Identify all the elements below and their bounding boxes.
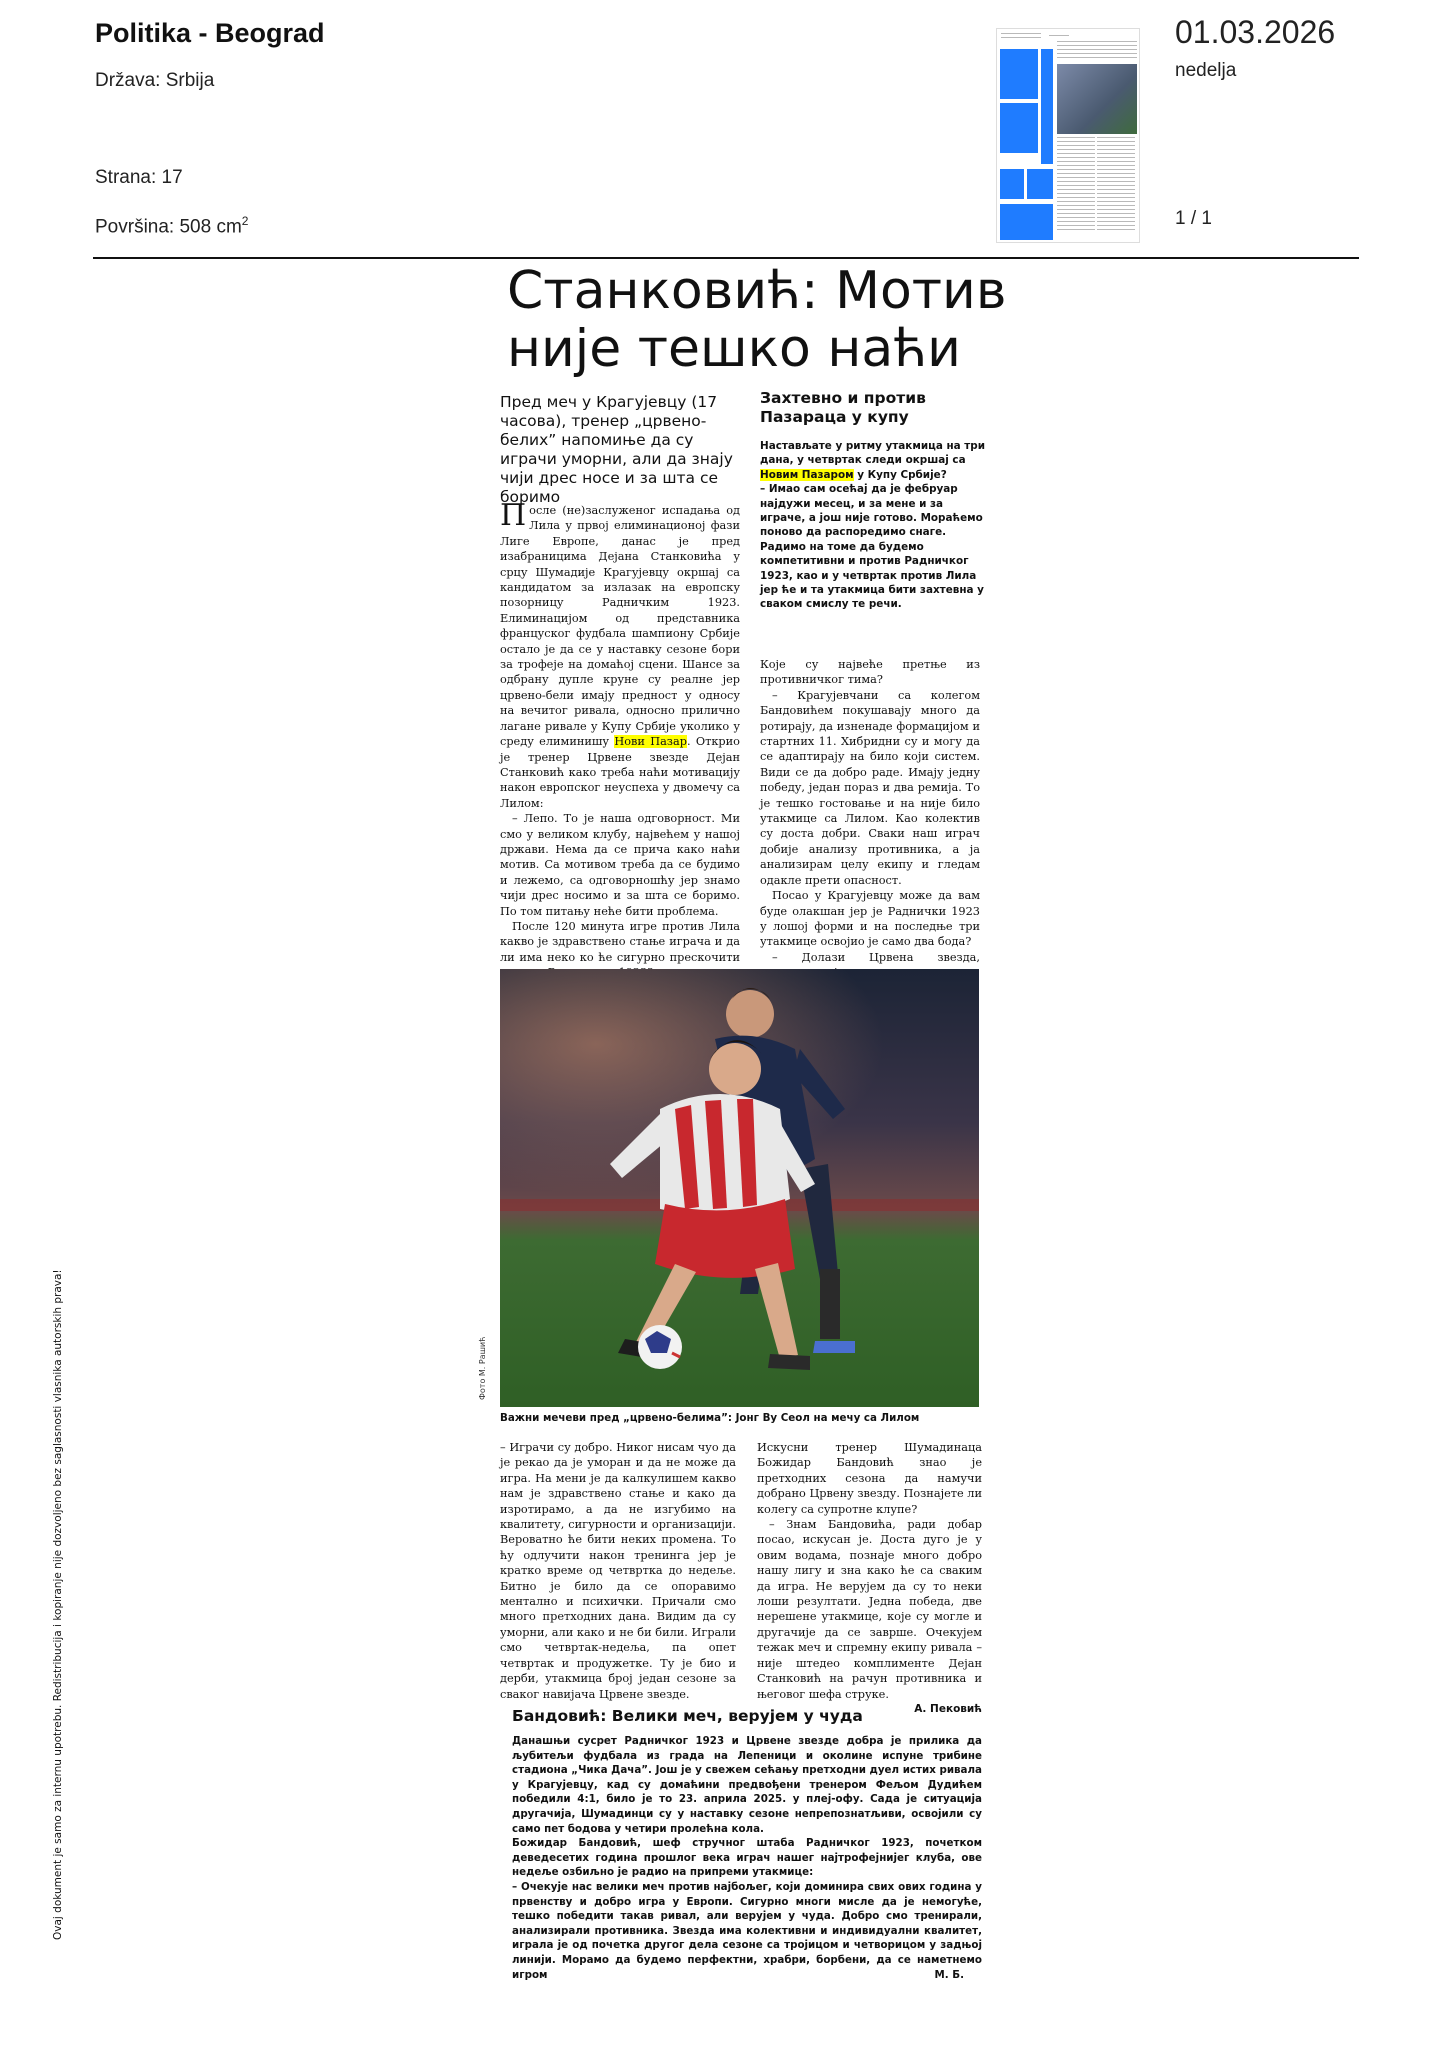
article-headline: Станковић: Мотив није тешко наћи [507,261,1007,379]
copyright-notice: Ovaj dokument je samo za internu upotrebu. Redistribucija i kopiranje nije dozvoljeno bez saglasnosti vlasnika autorskih prava! [52,1269,64,1940]
paragraph: Искусни тренер Шумадинаца Божидар Бандовић знао је претходних сезона да намучи добрано Црвену звезду. Познајете ли колегу са супротне клупе? [757,1441,982,1516]
area-label [95,214,248,238]
text-run: После (не)заслуженог испадања од Лила у првој елиминационој фази Лиге Европе, данас је пред изабраницима Дејана Станковића у срцу Шумадије Крагујевцу окршај са кандидатом за излазак на европску позорницу Радничким 1923. Елиминацијом од представника француског фудбала шампиону Србије остало је да се у наставку сезоне бори за трофеје на домаћој сцени. Шансе за одбрану дупле круне су реалне јер црвено-бели имају предност у односу на вечитог ривала, односно прилично лагане ривале у Купу Србије уколико у среду елиминишу [500,498,740,749]
text-run: Настављате у ритму утакмица на три дана, у четвртак следи окршај са [760,440,986,467]
article-column-2 [760,657,980,981]
country-label: Država: Srbija [95,70,215,91]
article-deck: Пред меч у Крагујевцу (17 часова), тренер „црвено-белих” напомиње да су играчи уморни, али да знају чији дрес носе и за шта се боримо [500,393,733,506]
publication-date: 01.03.2026 [1175,14,1336,50]
page-thumbnail[interactable] [996,28,1140,243]
paragraph: – Долази Црвена звезда, [772,950,980,964]
paragraph: – Крагујевчани са колегом Бандовићем покушавају много да ротирају, да изненаде формацијом и стартних 11. Хибридни су и могу да се адаптирају на било који систем. Види се да добро раде. Имају једну победу, један пораз и два ремија. То је тешко гостовање и на није било утакмице са Лилом. Као колектив су доста добри. Сваки наш играч добије анализу противника, а ја анализирам целу екипу и гледам одакле прети опасност. [760,688,980,887]
page-number: Strana: 17 [95,167,183,188]
area-value: Površina: 508 cm [95,216,242,238]
publication-name: Politika - Beograd [95,18,325,48]
paragraph [760,439,985,482]
text-run: – Очекује нас велики меч против најбољег, који доминира свих ових година у првенству и добро игра у Европи. Сигурно многи мисле да је немогуће, тешко победити такав ривал, али верујем у чуда. Добро смо тренирали, анализирали противника. Звезда има колективни и индивидуални квалитет, играла је од почетка другог дела сезоне са тројицом и четворицом у задњој линији. Морамо да будемо перфектни, храбри, борбени, да се наметнемо игром [512,1880,982,1981]
paragraph: – Имао сам осећај да је фебруар најдужи месец, и за мене и за играче, а још није готово. Морaћемо поново да распоредимо снаге. Радимо на томе да будемо компетитивни и против Радничког 1923, као и у четвртак против Лила јер ће и та утакмица бити захтевна у сваком смислу те речи. [760,483,984,611]
paragraph: – Играчи су добро. Никог нисам чуо да је рекао да је уморан и да не може да игра. На мени је да калкулишем какво нам је здравствено стање и како да изротирамо, а да не изгубимо на квалитету, сигурности и организацији. Вероватно ће бити неких промена. То ћу одлучити након тренинга јер је кратко време од четвртка до недеље. Битно је било да се опоравимо ментално и психички. Причали смо много претходних дана. Видим да су уморни, али како и не би били. Играли смо четвртак-недеља, па опет четвртак и продужетке. Ту је био и дерби, утакмица број један сезоне за сваког навијача Црвене звезде. [500,1441,736,1701]
highlighted-term: Нови Пазар [614,735,687,749]
paragraph: Божидар Бандовић, шеф стручног штаба Радничког 1923, почетком деведесетих година прошлог века играч нашег најтрофејнијег клуба, ове недеље озбиљно је радио на припреми утакмице: [512,1837,982,1879]
box-title: Бандовић: Велики меч, верујем у чуда [512,1707,863,1725]
box-author: М. Б. [934,1968,964,1981]
article-column-1 [500,498,740,981]
page-count: 1 / 1 [1175,208,1212,229]
photo-caption: Важни мечеви пред „црвено-белима”: Јонг Ву Сеол на мечу са Лилом [500,1412,920,1424]
article-photo [500,969,979,1407]
highlighted-term: Новим Пазаром [760,468,854,481]
photo-credit: Фото М. Рашић [478,1336,487,1400]
paragraph [512,1880,982,1982]
publication-weekday: nedelja [1175,60,1237,81]
area-superscript: 2 [241,214,249,228]
article-author: А. Пековић [914,1702,982,1715]
article-column-3 [500,1440,736,1702]
text-run: . Открио је тренер Црвене звезде Дејан Станковић како треба наћи мотивацију након европског неуспеха у двомечу са Лилом: [500,735,740,810]
header-divider [93,257,1359,259]
text-run: у Купу Србије? [853,468,947,481]
paragraph: После 120 минута игре против Лила какво је здравствено стање играча и да ли има неко ко ће сигурно прескочити [500,919,740,964]
sidebar-body [760,439,985,612]
photo-illustration [500,969,979,1407]
paragraph: Посао у Крагујевцу може да вам буде олакшан јер је Раднички 1923 у лошој форми и на последње три утакмице освојио је само два бода? [760,889,980,949]
article-column-4 [757,1440,982,1717]
paragraph: – Знам Бандовића, ради добар посао, искусан је. Доста дуго је у овим водама, познаје много добро нашу лигу и зна како ће са сваким да игра. Не верујем да су то неки лоши резултати. Једна победа, две нерешене утакмице, које су могле и другачије да се заврше. Очекујем тежак меч и спремну екипу ривала – није штедео комплименте Дејан Станковић на рачун противника и његовог шефа струке. [757,1518,982,1701]
paragraph: – Лепо. То је наша одговорност. Ми смо у великом клубу, највећем у нашој држави. Нема да се прича како наћи мотив. Са мотивом треба да се будимо и лежемо, са одговорношћу јер знамо чији дрес носимо и за шта се боримо. По том питању неће бити проблема. [500,812,740,918]
paragraph [500,498,740,811]
paragraph: Данашњи сусрет Радничког 1923 и Црвене звезде добра је прилика да љубитељи фудбала из града на Лепеници и околине испуне трибине стадиона „Чика Дача”. Још је у свежем сећању претходни дуел истих ривала у Крагујевцу, кад су домаћини предвођени тренером Фељом Дудићем победили 4:1, било је то 23. априла 2025. у плеј-офу. Сада је ситуација другачија, Шумадинци су у наставку сезоне непрепознатљиви, освојили су само пет бодова у четири пролећна кола. [512,1735,982,1835]
box-body [512,1734,982,1982]
sidebar-title: Захтевно и против Пазараца у купу [760,389,926,426]
paragraph: Које су највеће претње из противничког тима? [760,658,980,687]
